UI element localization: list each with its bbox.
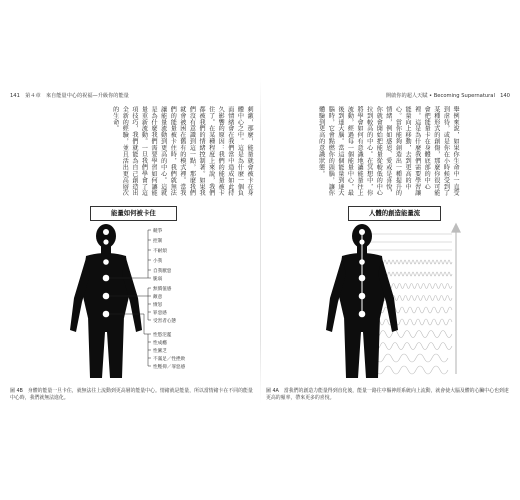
left-figure-caption: 圖 4B 身體的能量一旦卡住，就無法往上流動到更高層的能量中心。情緒就是能量，所以當情緒卡在不同的能量中心時，我們就無法進化。: [10, 388, 253, 402]
right-figure-caption: 圖 4A 當我們的創造力能量得到直化後，能量一路往中樞神經系統向上流動，就會使大腦及體的心臟中心也到達更高的頻率，帶來更多的喜悅。: [266, 388, 509, 402]
page-gutter: [260, 78, 261, 404]
left-figure-title: 能量如何被卡住: [90, 206, 177, 221]
label-sexual-frustration: 不滿足／性挫敗: [153, 357, 186, 362]
label-self-loathing: 自我厭惡: [153, 269, 172, 274]
label-impatience: 不耐煩: [153, 249, 167, 254]
label-sexual-repression: 性壓抑／罪惡感: [153, 365, 186, 370]
label-victim-mentality: 受害者心態: [153, 319, 176, 324]
upward-arrow: [452, 224, 460, 374]
label-control: 控制: [153, 239, 163, 244]
left-page-header: 141 第４章 來自能量中心的祝福—升級你的能量: [10, 93, 129, 99]
creative-energy-flow-figure: [264, 222, 512, 380]
label-guilt: 罪惡感: [153, 311, 167, 316]
label-sex-addiction: 性成癮: [153, 341, 167, 346]
label-anger: 憤怒: [153, 303, 163, 308]
label-sexual-excess: 性慾氾濫: [153, 333, 172, 338]
label-sexual-deficit: 性匱乏: [153, 349, 167, 354]
label-hostility: 敵意: [153, 295, 163, 300]
label-competition: 競爭: [153, 229, 163, 234]
right-page: [264, 72, 512, 412]
label-group-chakra-upper: [153, 227, 172, 282]
left-page-body-text: 刺激，那麼，能量就會被卡在身體中心之中。這是為什麼一個負面情緒會在我們當中造成如此持久影響的原因：我們的能量被卡住了。在某種程度上來說，我們都被我們的情緒控制著。如果我們沒有意識到這一點，那麼我們就會被困在舊有的模式裡。當我們的能量被卡住時，我們就無法讓能量流動到更高的中心。這就是為什麼我們需要學習如何讓能量重新流動。一旦我們學會了這項技巧，我們就能為自己創造出全新的經驗，並且活出更高層次的生命。: [111, 106, 253, 197]
right-page-body-text: 舉例來說，如果你生命中一直受到虐待，或是你在小時候受到了某種形式的創傷，那麼你很可能會把能量卡在身體底部的中心裡。這是為什麼我們需要學習讓能量向上移動，去到更高的中心。當你能夠創造出一種提升的情緒，例如感恩、愛或是喜悅，你就會開始把能量從較低的中心拉到較高的中心。在冥想中，你將學會如何有意識地讓能量往上流動，經過每一個能量中心，最後到達大腦。當這個能量到達大腦時，它會點燃你的頭腦，讓你體驗到更高的意識狀態。: [317, 106, 459, 197]
label-unworthiness: 無價值感: [153, 287, 172, 292]
right-page-header: 開啟你的超人天賦 • Becoming Supernatural 140: [385, 93, 510, 99]
left-page: [8, 72, 256, 412]
label-ego: 小我: [153, 259, 163, 264]
label-fragile: 脆弱: [153, 277, 163, 282]
label-group-chakra-middle: [153, 285, 176, 324]
label-group-chakra-lower: [153, 331, 186, 370]
right-figure-title: 人體的創造能量流: [348, 206, 441, 221]
book-spread: [8, 72, 512, 412]
human-silhouette-left: [70, 224, 142, 378]
stuck-energy-figure: [8, 222, 256, 380]
